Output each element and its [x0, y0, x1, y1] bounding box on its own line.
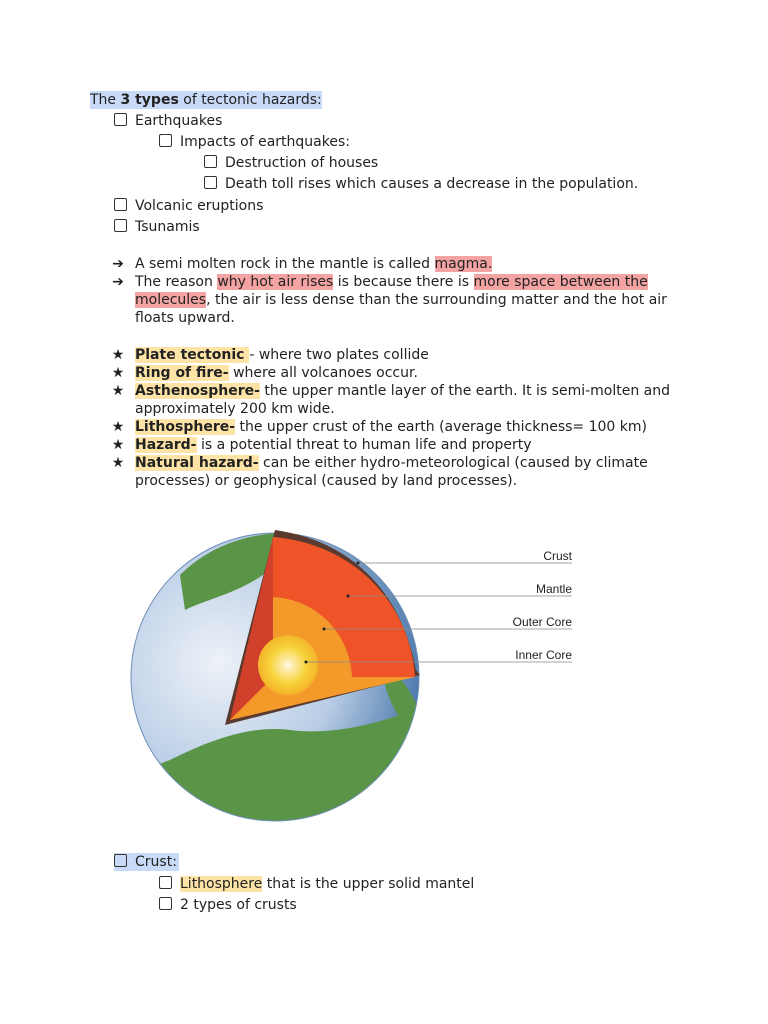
note-hot-air-line3: floats upward. — [135, 310, 235, 326]
label-crust: Crust — [543, 549, 572, 563]
note-hot-air-line2: molecules, the air is less dense than the surrounding matter and the hot air — [135, 292, 667, 308]
crust-item-types: 2 types of crusts — [159, 896, 297, 914]
note-magma: A semi molten rock in the mantle is called magma. — [135, 256, 493, 272]
crust-item-lithosphere: Lithosphere that is the upper solid mantel — [159, 875, 474, 893]
checkbox[interactable] — [114, 854, 127, 867]
crust-heading: Crust: — [114, 853, 179, 871]
star-icon: ★ — [111, 419, 125, 435]
label-inner-core: Inner Core — [515, 648, 572, 662]
checklist-item-destruction: Destruction of houses — [204, 154, 378, 172]
def-plate-tectonic: Plate tectonic - where two plates collide — [135, 347, 429, 363]
def-ring-of-fire: Ring of fire- where all volcanoes occur. — [135, 365, 418, 381]
section-title: The 3 types of tectonic hazards: — [90, 92, 322, 108]
arrow-icon: ➔ — [112, 256, 124, 272]
def-lithosphere: Lithosphere- the upper crust of the earth (average thickness= 100 km) — [135, 419, 647, 435]
inner-core-layer — [258, 635, 318, 695]
checklist-item-volcanic: Volcanic eruptions — [114, 197, 263, 215]
checkbox[interactable] — [114, 219, 127, 232]
def-natural-hazard: Natural hazard- can be either hydro-meteorological (caused by climate — [135, 455, 648, 471]
def-hazard: Hazard- is a potential threat to human life and property — [135, 437, 532, 453]
earth-layers-diagram — [130, 525, 590, 830]
star-icon: ★ — [111, 455, 125, 471]
checkbox[interactable] — [204, 155, 217, 168]
label-mantle: Mantle — [535, 582, 572, 596]
checkbox[interactable] — [114, 113, 127, 126]
label-outer-core: Outer Core — [512, 615, 572, 629]
checkbox[interactable] — [114, 198, 127, 211]
note-hot-air: The reason why hot air rises is because there is more space between the — [135, 274, 648, 290]
star-icon: ★ — [111, 347, 125, 363]
checklist-item-tsunamis: Tsunamis — [114, 218, 200, 236]
checkbox[interactable] — [159, 876, 172, 889]
checkbox[interactable] — [204, 176, 217, 189]
def-asthenosphere: Asthenosphere- the upper mantle layer of the earth. It is semi-molten and — [135, 383, 671, 399]
star-icon: ★ — [111, 365, 125, 381]
checkbox[interactable] — [159, 897, 172, 910]
checklist-item-impacts: Impacts of earthquakes: — [159, 133, 350, 151]
arrow-icon: ➔ — [112, 274, 124, 290]
checklist-item-death-toll: Death toll rises which causes a decrease in the population. — [204, 175, 638, 193]
checklist-item-earthquakes: Earthquakes — [114, 112, 222, 130]
checkbox[interactable] — [159, 134, 172, 147]
star-icon: ★ — [111, 383, 125, 399]
def-natural-hazard-line2: processes) or geophysical (caused by land processes). — [135, 473, 518, 489]
def-asthenosphere-line2: approximately 200 km wide. — [135, 401, 335, 417]
star-icon: ★ — [111, 437, 125, 453]
